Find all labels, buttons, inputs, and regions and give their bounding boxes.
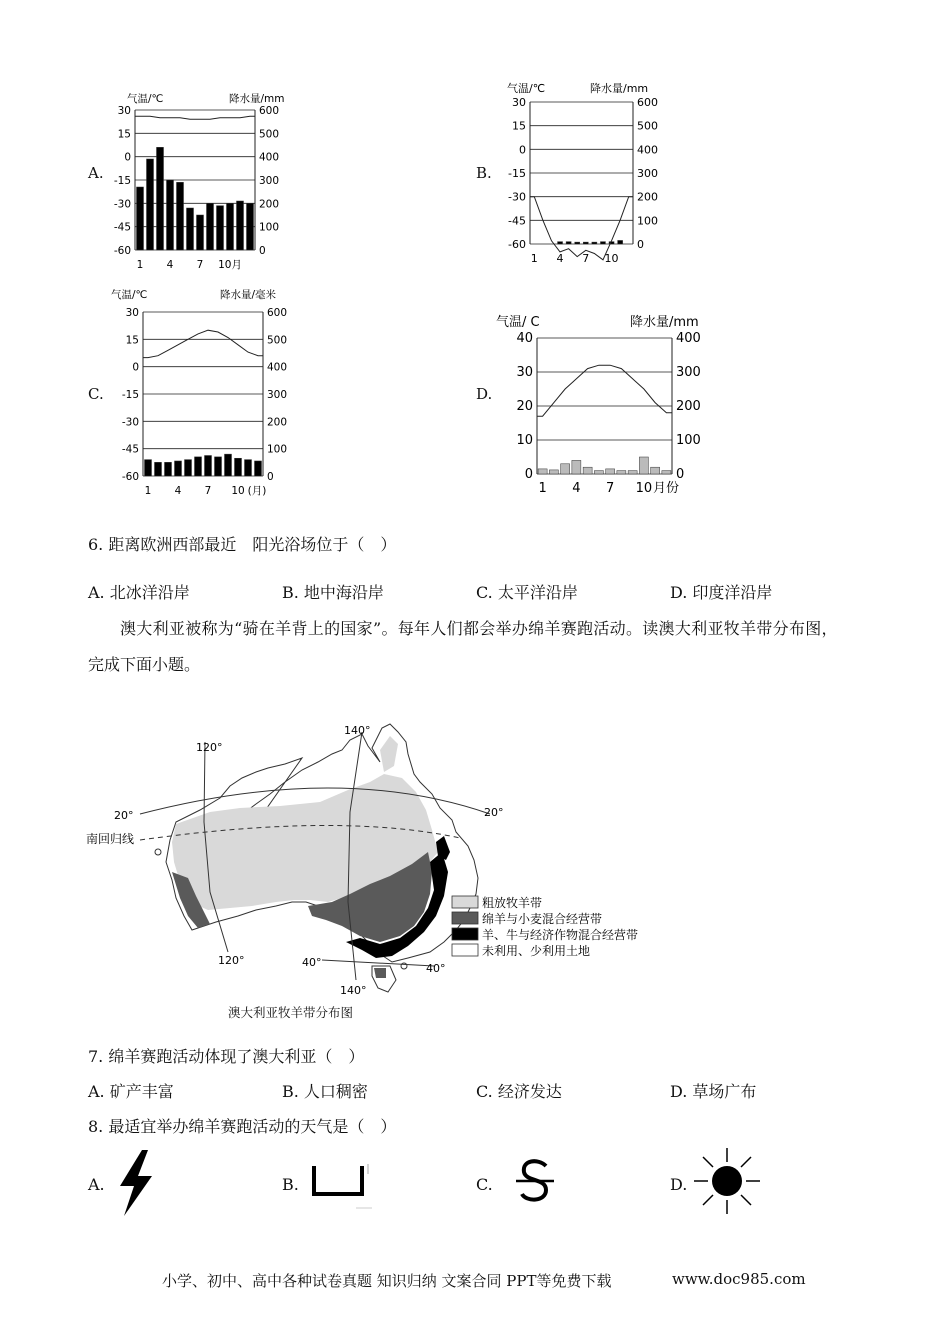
rain-gauge-icon (306, 1160, 376, 1212)
lightning-icon (114, 1148, 158, 1218)
precip-tick: 600 (259, 105, 280, 117)
precip-tick: 100 (267, 443, 288, 456)
precip-bar (592, 242, 597, 244)
legend-label: 羊、牛与经济作物混合经营带 (482, 928, 639, 942)
temp-tick: 0 (524, 467, 533, 482)
month-tick: 7 (605, 481, 615, 496)
temp-tick: 30 (117, 105, 131, 117)
month-tick: 7 (582, 252, 590, 265)
passage-line-1: 澳大利亚被称为“骑在羊背上的国家”。每年人们都会举办绵羊赛跑活动。读澳大利亚牧羊带分布图， (120, 619, 838, 638)
sandstorm-icon (512, 1156, 558, 1206)
precip-bar (617, 471, 626, 474)
precip-tick: 300 (637, 167, 658, 180)
climate-chart-d (492, 310, 722, 500)
temp-tick: 10 (516, 433, 533, 448)
precip-bar (147, 159, 154, 250)
temperature-line (135, 116, 255, 119)
legend-label: 粗放牧羊带 (482, 896, 543, 910)
temperature-line (143, 330, 263, 357)
precip-tick: 400 (637, 143, 658, 157)
temp-tick: -15 (113, 175, 131, 187)
precip-tick: 100 (637, 214, 658, 228)
label-20-left: 20° (114, 809, 134, 822)
precip-bar (639, 457, 648, 474)
month-tick: 1 (136, 259, 144, 270)
precip-bar (157, 147, 164, 250)
q7-choice-b[interactable]: B. 人口稠密 (282, 1082, 368, 1101)
temp-tick: -45 (113, 221, 131, 234)
precip-bar (177, 182, 184, 250)
precip-bar (225, 454, 232, 476)
precip-bar (538, 469, 547, 474)
footer-url[interactable]: www.doc985.com (672, 1270, 806, 1288)
label-40-right: 40° (426, 962, 446, 975)
precip-tick: 0 (259, 245, 266, 257)
temp-tick: 30 (516, 365, 533, 380)
month-tick: 10 (635, 481, 653, 496)
label-140-bottom: 140° (340, 984, 367, 997)
option-b-letter: B. (476, 164, 492, 182)
legend-label: 绵羊与小麦混合经营带 (482, 912, 603, 926)
precip-bar (235, 458, 242, 476)
temp-tick: -60 (113, 245, 131, 257)
precip-tick: 200 (637, 190, 658, 204)
precip-bar (583, 242, 588, 244)
temp-axis-label: 气温/ C (496, 315, 540, 330)
precip-bar (207, 203, 214, 250)
precip-tick: 400 (259, 151, 280, 164)
q7-choice-c[interactable]: C. 经济发达 (476, 1082, 562, 1101)
label-tropic: 南回归线 (86, 832, 135, 846)
climate-chart-c (105, 282, 295, 500)
precip-bar (255, 461, 262, 476)
month-tick: 4 (556, 252, 564, 265)
precip-bar (237, 201, 244, 250)
precip-bar (175, 461, 182, 476)
label-120-top: 120° (196, 741, 223, 754)
option-a-letter: A. (88, 164, 104, 182)
precip-bar (137, 187, 144, 250)
option-c-letter: C. (88, 385, 104, 403)
precip-tick: 500 (259, 128, 280, 141)
month-tick: 10 (604, 252, 619, 265)
precip-bar (594, 471, 603, 474)
precip-bar (185, 460, 192, 476)
precip-bar (205, 456, 212, 477)
precip-bar (167, 180, 174, 250)
month-tick: 1 (144, 485, 152, 497)
precip-tick: 200 (267, 416, 288, 429)
precip-bar (606, 469, 615, 474)
q6-choice-d[interactable]: D. 印度洋沿岸 (670, 583, 773, 602)
temp-tick: 0 (124, 151, 131, 164)
precip-bar (583, 467, 592, 474)
precip-tick: 400 (676, 331, 701, 346)
question-8: 8. 最适宜举办绵羊赛跑活动的天气是（ ） (88, 1117, 397, 1136)
precip-tick: 200 (259, 198, 280, 211)
precip-bar (145, 460, 152, 476)
temp-tick: 40 (516, 331, 533, 346)
precip-axis-label: 降水量/mm (229, 93, 285, 105)
precip-tick: 500 (637, 119, 658, 133)
month-tick: 月份 (652, 481, 680, 496)
precip-bar (662, 471, 671, 474)
temp-tick: 20 (516, 399, 533, 414)
label-20-right: 20° (484, 806, 504, 819)
precip-tick: 100 (259, 221, 280, 234)
q7-choice-d[interactable]: D. 草场广布 (670, 1082, 757, 1101)
precip-bar (195, 457, 202, 476)
temp-tick: -60 (508, 238, 526, 251)
precip-tick: 0 (676, 467, 685, 482)
month-tick: 10 (231, 485, 245, 497)
label-140-top: 140° (344, 724, 371, 737)
precip-tick: 300 (267, 389, 288, 401)
precip-bar (217, 206, 224, 250)
legend-label: 未利用、少利用土地 (482, 944, 591, 958)
precip-bar (245, 460, 252, 476)
precip-bar (566, 242, 571, 244)
temp-axis-label: 气温/℃ (111, 289, 148, 301)
passage-line-2: 完成下面小题。 (88, 655, 201, 674)
map-legend (452, 895, 638, 958)
precip-axis-label: 降水量/毫米 (220, 289, 277, 301)
precip-tick: 600 (267, 307, 288, 319)
legend-swatch (452, 912, 478, 924)
temperature-line (530, 197, 633, 260)
precip-tick: 0 (267, 471, 274, 483)
precip-tick: 0 (637, 238, 644, 251)
option-d-letter: D. (476, 385, 493, 403)
precip-bar (155, 462, 162, 476)
precip-bar (187, 208, 194, 250)
temp-tick: 0 (519, 143, 526, 157)
temp-tick: -30 (121, 416, 139, 429)
q7-choice-a[interactable]: A. 矿产丰富 (88, 1082, 174, 1101)
legend-swatch (452, 944, 478, 956)
precip-bar (165, 462, 172, 476)
month-tick: 4 (166, 259, 174, 270)
temp-tick: 15 (125, 334, 139, 347)
precip-tick: 500 (267, 334, 288, 347)
q8-choice-d[interactable]: D. (670, 1175, 688, 1194)
q6-choice-c[interactable]: C. 太平洋沿岸 (476, 583, 578, 602)
precip-tick: 600 (637, 96, 658, 109)
legend-swatch (452, 928, 478, 940)
precip-tick: 100 (676, 433, 701, 448)
precip-bar (628, 471, 637, 474)
temp-tick: -15 (121, 389, 139, 401)
question-6: 6. 距离欧洲西部最近 阳光浴场位于（ ） (88, 535, 397, 554)
temp-tick: -30 (113, 198, 131, 211)
precip-bar (618, 240, 623, 244)
month-tick: 1 (538, 481, 547, 496)
label-40-left: 40° (302, 956, 322, 969)
precip-tick: 400 (267, 361, 288, 374)
precip-axis-label: 降水量/mm (590, 82, 649, 95)
precip-bar (600, 242, 605, 244)
precip-tick: 300 (676, 365, 701, 380)
temp-tick: 15 (117, 128, 131, 141)
precip-bar (561, 464, 570, 474)
month-tick: 1 (530, 252, 538, 265)
q6-choice-a[interactable]: A. 北冰洋沿岸 (88, 583, 190, 602)
precip-axis-label: 降水量/mm (630, 315, 699, 330)
temp-tick: -45 (121, 443, 139, 456)
month-tick: 10月 (218, 259, 242, 270)
precip-bar (558, 242, 563, 244)
precip-bar (197, 215, 204, 250)
precip-bar (549, 470, 558, 474)
temp-axis-label: 气温/℃ (127, 93, 164, 105)
temp-tick: -15 (508, 167, 526, 180)
q8-choice-a[interactable]: A. (88, 1175, 105, 1194)
map-caption: 澳大利亚牧羊带分布图 (228, 1005, 354, 1020)
precip-bar (651, 467, 660, 474)
month-tick: 4 (572, 481, 581, 496)
precip-bar (575, 242, 580, 244)
precip-bar (215, 457, 222, 476)
temp-tick: 30 (125, 307, 139, 319)
sun-icon (692, 1146, 762, 1216)
q6-choice-b[interactable]: B. 地中海沿岸 (282, 583, 384, 602)
australia-sheep-map (80, 712, 680, 1022)
temp-tick: -30 (508, 190, 526, 204)
temp-tick: -45 (508, 214, 526, 228)
precip-bar (227, 203, 234, 250)
climate-chart-a (105, 88, 285, 270)
temp-axis-label: 气温/℃ (507, 82, 546, 95)
precip-bar (572, 460, 581, 474)
month-tick: (月) (247, 485, 267, 497)
temperature-line (537, 365, 672, 416)
label-120-bottom: 120° (218, 954, 245, 967)
precip-bar (247, 203, 254, 250)
month-tick: 7 (196, 259, 204, 270)
temp-tick: 30 (512, 96, 526, 109)
latitude-40-line (322, 960, 434, 966)
q8-choice-b[interactable]: B. (282, 1175, 299, 1194)
month-tick: 7 (204, 485, 212, 497)
temp-tick: 15 (512, 119, 526, 133)
precip-tick: 300 (259, 175, 280, 187)
temp-tick: -60 (121, 471, 139, 483)
climate-chart-b (495, 76, 675, 272)
question-7: 7. 绵羊赛跑活动体现了澳大利亚（ ） (88, 1047, 365, 1066)
precip-tick: 200 (676, 399, 701, 414)
month-tick: 4 (174, 485, 182, 497)
footer-text: 小学、初中、高中各种试卷真题 知识归纳 文案合同 PPT等免费下载 (162, 1272, 612, 1290)
temp-tick: 0 (132, 361, 139, 374)
q8-choice-c[interactable]: C. (476, 1175, 493, 1194)
legend-swatch (452, 896, 478, 908)
